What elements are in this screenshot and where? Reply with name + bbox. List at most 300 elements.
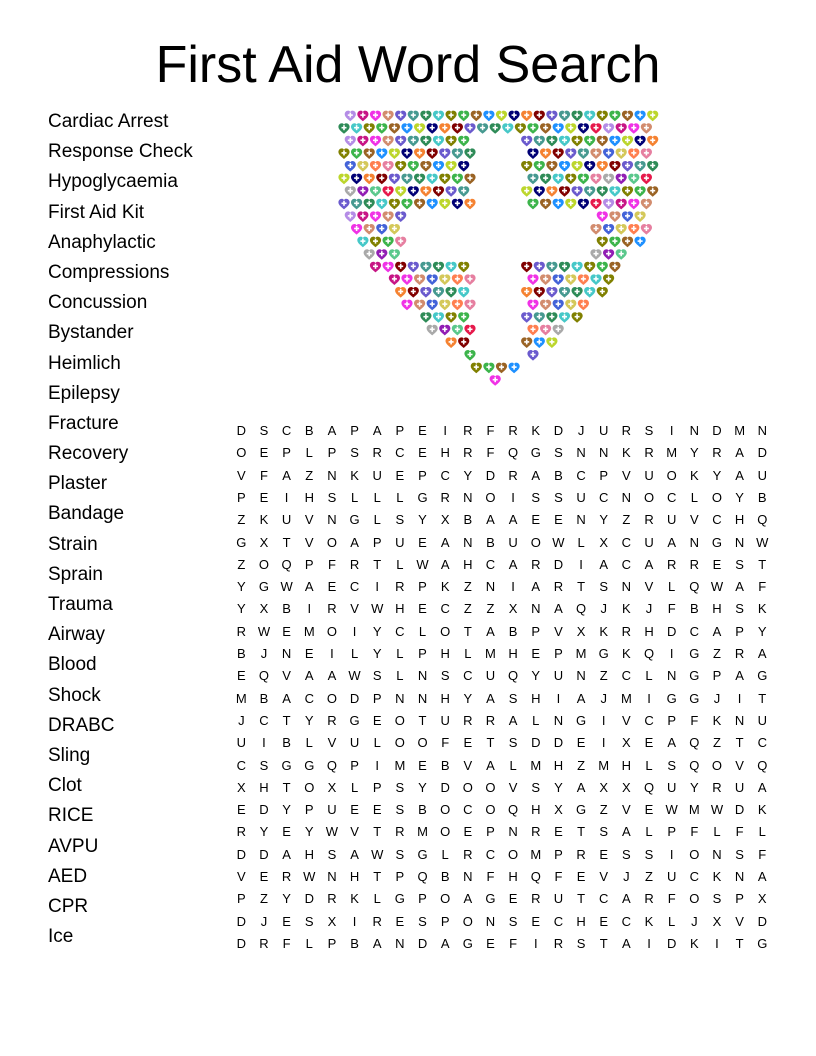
grid-letter: E xyxy=(463,735,473,751)
grid-letter: V xyxy=(508,779,518,795)
small-heart-icon xyxy=(534,262,545,273)
grid-letter: Q xyxy=(689,579,700,595)
grid-letter: V xyxy=(735,757,744,773)
small-heart-icon xyxy=(464,148,475,159)
grid-letter: A xyxy=(440,935,450,951)
grid-letter: N xyxy=(621,579,632,595)
grid-letter: K xyxy=(622,445,631,461)
small-heart-icon xyxy=(370,237,381,248)
word-list-item: Airway xyxy=(48,624,106,646)
grid-letter: D xyxy=(236,913,247,929)
grid-letter: A xyxy=(667,735,676,751)
grid-letter: C xyxy=(463,802,473,818)
small-heart-icon xyxy=(401,123,412,134)
grid-letter: G xyxy=(417,489,428,505)
grid-letter: S xyxy=(667,757,676,773)
grid-letter: Y xyxy=(372,646,382,661)
grid-letter: J xyxy=(645,601,653,617)
small-heart-icon xyxy=(433,161,444,172)
grid-letter: O xyxy=(485,489,496,505)
grid-letter: X xyxy=(327,913,337,929)
grid-letter: D xyxy=(757,913,767,929)
grid-letter: U xyxy=(666,869,677,884)
small-heart-icon xyxy=(521,312,532,323)
grid-letter: A xyxy=(508,712,518,728)
grid-letter: P xyxy=(282,445,291,461)
grid-letter: C xyxy=(621,556,632,572)
small-heart-icon xyxy=(414,300,425,311)
grid-letter: X xyxy=(236,779,246,795)
small-heart-icon xyxy=(597,111,608,122)
small-heart-icon xyxy=(420,111,431,122)
grid-letter: O xyxy=(689,846,700,862)
grid-letter: W xyxy=(710,579,724,595)
small-heart-icon xyxy=(609,186,620,197)
small-heart-icon xyxy=(565,300,576,311)
grid-letter: C xyxy=(281,423,292,438)
grid-letter: L xyxy=(396,556,404,572)
small-heart-icon xyxy=(395,161,406,172)
grid-letter: Z xyxy=(712,735,721,751)
grid-letter: M xyxy=(666,445,678,461)
small-heart-icon xyxy=(559,136,570,147)
grid-letter: T xyxy=(373,824,382,840)
grid-letter: A xyxy=(667,534,676,550)
grid-letter: I xyxy=(307,601,312,617)
grid-letter: A xyxy=(486,623,495,639)
grid-letter: S xyxy=(735,601,744,617)
grid-letter: I xyxy=(330,646,334,661)
grid-letter: H xyxy=(712,601,722,617)
grid-letter: B xyxy=(304,423,314,438)
small-heart-icon xyxy=(540,174,551,185)
grid-letter: S xyxy=(554,445,563,461)
grid-letter: L xyxy=(758,824,766,840)
grid-letter: Y xyxy=(689,779,699,795)
grid-letter: Q xyxy=(757,512,768,528)
grid-letter: H xyxy=(531,802,541,818)
grid-letter: S xyxy=(599,824,609,840)
grid-letter: R xyxy=(440,489,450,505)
grid-letter: E xyxy=(282,623,291,639)
grid-letter: U xyxy=(666,512,677,528)
grid-letter: Y xyxy=(599,512,609,528)
small-heart-icon xyxy=(616,249,627,260)
grid-letter: D xyxy=(304,891,314,907)
grid-letter: B xyxy=(508,623,518,639)
small-heart-icon xyxy=(559,111,570,122)
grid-letter: D xyxy=(259,802,269,818)
grid-letter: G xyxy=(711,534,723,550)
grid-letter: Y xyxy=(259,824,269,840)
grid-letter: O xyxy=(258,556,270,572)
small-heart-icon xyxy=(584,111,595,122)
small-heart-icon xyxy=(597,136,608,147)
grid-letter: W xyxy=(280,579,293,595)
small-heart-icon xyxy=(496,363,507,374)
grid-letter: T xyxy=(282,712,291,728)
grid-letter: L xyxy=(668,579,676,595)
grid-letter: P xyxy=(372,690,382,706)
grid-row xyxy=(230,688,774,710)
grid-letter: U xyxy=(757,467,767,483)
grid-row xyxy=(230,710,774,732)
word-list-item: Strain xyxy=(48,533,98,555)
grid-letter: R xyxy=(372,445,382,461)
grid-letter: B xyxy=(440,757,450,773)
small-heart-icon xyxy=(395,237,406,248)
grid-letter: S xyxy=(508,913,518,929)
grid-letter: N xyxy=(621,489,632,505)
small-heart-icon xyxy=(414,148,425,159)
grid-letter: F xyxy=(509,935,518,951)
small-heart-icon xyxy=(338,123,349,134)
small-heart-icon xyxy=(490,375,501,386)
grid-letter: N xyxy=(734,712,745,728)
grid-letter: R xyxy=(644,891,654,907)
small-heart-icon xyxy=(635,161,646,172)
grid-letter: A xyxy=(735,467,744,483)
small-heart-icon xyxy=(584,262,595,273)
small-heart-icon xyxy=(572,136,583,147)
grid-letter: D xyxy=(236,846,247,862)
grid-letter: B xyxy=(236,646,246,661)
grid-letter: E xyxy=(644,802,654,818)
grid-letter: F xyxy=(758,579,767,595)
grid-letter: Q xyxy=(689,757,700,773)
grid-letter: P xyxy=(304,802,314,818)
grid-letter: I xyxy=(669,646,674,661)
grid-letter: T xyxy=(599,935,608,951)
grid-letter: K xyxy=(350,467,359,483)
small-heart-icon xyxy=(546,111,557,122)
grid-letter: C xyxy=(689,623,700,639)
grid-letter: F xyxy=(327,556,336,572)
grid-letter: Q xyxy=(417,869,428,884)
grid-letter: Z xyxy=(237,556,246,572)
grid-letter: Y xyxy=(304,824,314,840)
grid-letter: R xyxy=(553,935,564,951)
small-heart-icon xyxy=(338,174,349,185)
grid-letter: I xyxy=(511,489,515,505)
small-heart-icon xyxy=(401,174,412,185)
grid-letter: K xyxy=(712,712,722,728)
grid-letter: I xyxy=(647,935,651,951)
small-heart-icon xyxy=(565,148,576,159)
grid-letter: E xyxy=(418,534,427,550)
grid-letter: G xyxy=(349,712,360,728)
grid-letter: I xyxy=(375,757,380,773)
small-heart-icon xyxy=(389,224,400,235)
small-heart-icon xyxy=(628,224,639,235)
small-heart-icon xyxy=(559,287,570,298)
grid-letter: M xyxy=(485,646,496,661)
small-heart-icon xyxy=(345,161,356,172)
grid-letter: D xyxy=(349,690,360,706)
grid-letter: W xyxy=(371,601,384,617)
small-heart-icon xyxy=(641,174,652,185)
grid-row xyxy=(230,576,774,598)
grid-row xyxy=(230,911,774,933)
grid-letter: Z xyxy=(463,601,472,617)
grid-letter: A xyxy=(304,579,314,595)
grid-letter: S xyxy=(418,913,427,929)
grid-letter: U xyxy=(440,712,450,728)
grid-letter: C xyxy=(576,467,586,483)
grid-letter: V xyxy=(304,534,314,550)
grid-letter: I xyxy=(262,735,266,751)
grid-letter: Z xyxy=(645,869,653,884)
small-heart-icon xyxy=(414,274,425,285)
small-heart-icon xyxy=(565,123,576,134)
grid-letter: Y xyxy=(372,623,382,639)
small-heart-icon xyxy=(458,111,469,122)
grid-letter: H xyxy=(463,556,473,572)
small-heart-icon xyxy=(357,161,368,172)
grid-letter: V xyxy=(644,579,654,595)
grid-letter: H xyxy=(508,869,518,884)
small-heart-icon xyxy=(433,111,444,122)
grid-letter: O xyxy=(304,779,315,795)
small-heart-icon xyxy=(427,199,438,210)
grid-letter: S xyxy=(327,489,337,505)
grid-letter: J xyxy=(260,646,268,661)
small-heart-icon xyxy=(622,237,633,248)
grid-letter: L xyxy=(305,935,313,951)
grid-letter: X xyxy=(554,802,563,818)
small-heart-icon xyxy=(364,224,375,235)
small-heart-icon xyxy=(357,136,368,147)
grid-letter: A xyxy=(463,891,473,907)
grid-letter: O xyxy=(711,489,723,505)
grid-letter: C xyxy=(712,512,722,528)
small-heart-icon xyxy=(572,111,583,122)
word-list-item: First Aid Kit xyxy=(48,201,145,223)
grid-letter: D xyxy=(485,467,496,483)
grid-letter: T xyxy=(282,534,291,550)
small-heart-icon xyxy=(364,199,375,210)
grid-letter: M xyxy=(575,646,587,661)
grid-letter: A xyxy=(757,869,767,884)
small-heart-icon xyxy=(609,111,620,122)
grid-letter: E xyxy=(644,735,654,751)
page-title: First Aid Word Search xyxy=(155,36,661,94)
grid-letter: I xyxy=(669,423,674,438)
grid-letter: S xyxy=(622,846,631,862)
small-heart-icon xyxy=(546,262,557,273)
grid-letter: D xyxy=(666,935,677,951)
grid-letter: R xyxy=(644,445,654,461)
grid-letter: O xyxy=(643,489,655,505)
grid-letter: A xyxy=(576,779,586,795)
small-heart-icon xyxy=(389,148,400,159)
grid-letter: E xyxy=(508,891,518,907)
small-heart-icon xyxy=(565,174,576,185)
grid-letter: O xyxy=(394,735,405,751)
grid-letter: R xyxy=(531,556,541,572)
small-heart-icon xyxy=(546,312,557,323)
grid-letter: H xyxy=(395,601,405,617)
grid-letter: U xyxy=(485,668,496,684)
grid-row xyxy=(230,554,774,576)
small-heart-icon xyxy=(590,224,601,235)
grid-letter: E xyxy=(282,913,291,929)
small-heart-icon xyxy=(376,249,387,260)
grid-letter: V xyxy=(350,601,359,617)
grid-letter: A xyxy=(599,556,609,572)
grid-letter: H xyxy=(553,757,564,773)
grid-letter: E xyxy=(327,579,337,595)
small-heart-icon xyxy=(383,161,394,172)
grid-letter: W xyxy=(303,869,316,884)
grid-row xyxy=(230,732,774,754)
grid-letter: W xyxy=(325,824,339,840)
word-list-item: Ice xyxy=(48,926,74,948)
small-heart-icon xyxy=(464,274,475,285)
grid-letter: O xyxy=(440,623,451,639)
heart-first-aid-cross-icon xyxy=(336,108,662,398)
grid-letter: R xyxy=(327,601,337,617)
small-heart-icon xyxy=(584,161,595,172)
grid-row xyxy=(230,665,774,687)
grid-letter: P xyxy=(236,489,246,505)
small-heart-icon xyxy=(471,363,482,374)
small-heart-icon xyxy=(383,186,394,197)
grid-letter: F xyxy=(554,869,563,884)
grid-letter: A xyxy=(327,423,337,438)
grid-letter: Q xyxy=(530,869,541,884)
small-heart-icon xyxy=(597,211,608,222)
grid-letter: J xyxy=(691,913,698,929)
small-heart-icon xyxy=(597,237,608,248)
grid-letter: F xyxy=(690,712,699,728)
small-heart-icon xyxy=(521,287,532,298)
small-heart-icon xyxy=(590,123,601,134)
grid-letter: Z xyxy=(486,601,495,617)
small-heart-icon xyxy=(559,161,570,172)
grid-letter: D xyxy=(666,623,677,639)
small-heart-icon xyxy=(622,211,633,222)
grid-letter: I xyxy=(375,579,380,595)
grid-letter: D xyxy=(259,846,269,862)
small-heart-icon xyxy=(540,325,551,336)
grid-letter: N xyxy=(327,512,337,528)
word-list-item: CPR xyxy=(48,895,89,917)
grid-letter: H xyxy=(440,445,450,461)
grid-letter: L xyxy=(396,646,404,661)
word-list-item: AED xyxy=(48,865,88,887)
grid-letter: X xyxy=(259,534,269,550)
grid-letter: A xyxy=(622,891,631,907)
small-heart-icon xyxy=(370,136,381,147)
grid-letter: T xyxy=(463,623,472,639)
small-heart-icon xyxy=(433,262,444,273)
small-heart-icon xyxy=(616,148,627,159)
grid-letter: W xyxy=(710,802,724,818)
grid-letter: L xyxy=(441,846,449,862)
grid-letter: E xyxy=(236,668,246,684)
small-heart-icon xyxy=(635,211,646,222)
grid-letter: T xyxy=(758,690,767,706)
grid-letter: P xyxy=(712,668,722,684)
small-heart-icon xyxy=(509,363,520,374)
grid-letter: A xyxy=(622,935,631,951)
small-heart-icon xyxy=(338,199,349,210)
small-heart-icon xyxy=(408,262,419,273)
small-heart-icon xyxy=(534,287,545,298)
small-heart-icon xyxy=(395,287,406,298)
grid-letter: N xyxy=(508,824,518,840)
small-heart-icon xyxy=(370,111,381,122)
grid-letter: B xyxy=(486,534,495,550)
grid-letter: B xyxy=(259,690,269,706)
small-heart-icon xyxy=(546,337,557,348)
grid-letter: M xyxy=(734,423,746,438)
small-heart-icon xyxy=(565,199,576,210)
grid-letter: V xyxy=(282,668,291,684)
small-heart-icon xyxy=(452,199,463,210)
small-heart-icon xyxy=(546,136,557,147)
grid-letter: E xyxy=(259,445,269,461)
grid-letter: I xyxy=(556,690,561,706)
grid-letter: U xyxy=(599,423,609,438)
small-heart-icon xyxy=(370,161,381,172)
grid-letter: V xyxy=(622,712,631,728)
small-heart-icon xyxy=(395,186,406,197)
grid-letter: F xyxy=(282,935,291,951)
small-heart-icon xyxy=(376,199,387,210)
word-list-item: Epilepsy xyxy=(48,382,120,404)
small-heart-icon xyxy=(439,174,450,185)
small-heart-icon xyxy=(590,174,601,185)
grid-letter: A xyxy=(735,579,744,595)
grid-letter: N xyxy=(417,690,428,706)
grid-letter: N xyxy=(485,579,496,595)
small-heart-icon xyxy=(641,199,652,210)
small-heart-icon xyxy=(641,148,652,159)
grid-letter: C xyxy=(395,445,405,461)
small-heart-icon xyxy=(395,136,406,147)
small-heart-icon xyxy=(408,161,419,172)
grid-letter: C xyxy=(621,668,632,684)
small-heart-icon xyxy=(553,274,564,285)
grid-letter: N xyxy=(395,690,405,706)
grid-letter: A xyxy=(508,512,518,528)
grid-letter: K xyxy=(259,512,269,528)
grid-letter: A xyxy=(327,668,337,684)
small-heart-icon xyxy=(502,123,513,134)
grid-letter: R xyxy=(508,423,518,438)
grid-letter: E xyxy=(282,824,291,840)
small-heart-icon xyxy=(357,111,368,122)
grid-letter: S xyxy=(644,423,654,438)
grid-letter: F xyxy=(441,735,450,751)
small-heart-icon xyxy=(641,123,652,134)
small-heart-icon xyxy=(439,148,450,159)
grid-letter: U xyxy=(644,534,654,550)
grid-letter: E xyxy=(554,512,563,528)
small-heart-icon xyxy=(427,148,438,159)
grid-letter: Y xyxy=(689,445,699,461)
grid-letter: A xyxy=(531,579,541,595)
small-heart-icon xyxy=(559,312,570,323)
grid-letter: R xyxy=(644,512,654,528)
grid-letter: S xyxy=(576,935,586,951)
small-heart-icon xyxy=(496,111,507,122)
grid-letter: Q xyxy=(508,445,519,461)
grid-letter: R xyxy=(508,467,518,483)
small-heart-icon xyxy=(383,211,394,222)
